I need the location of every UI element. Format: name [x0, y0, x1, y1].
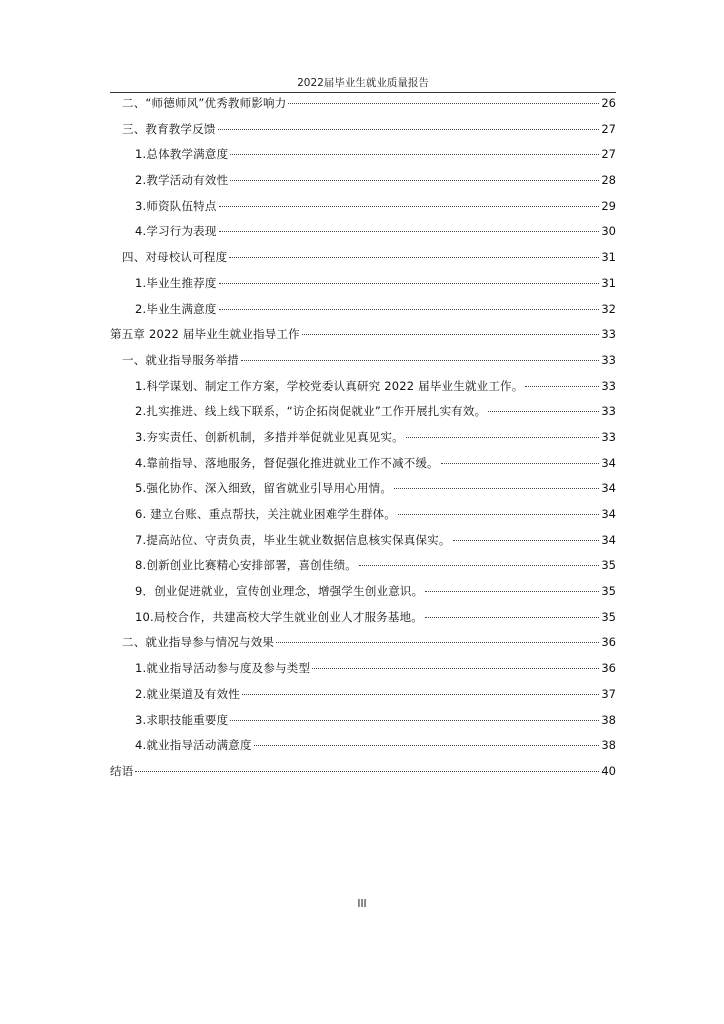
toc-entry-title: 2.教学活动有效性 — [135, 173, 229, 188]
toc-entry[interactable] — [110, 605, 616, 631]
toc-entry-title: 四、对母校认可程度 — [122, 250, 228, 265]
toc-entry[interactable] — [110, 297, 616, 323]
toc-entry-page: 34 — [601, 481, 616, 496]
toc-entry-page: 35 — [601, 584, 616, 599]
toc-entry-title: 2.扎实推进、线上线下联系，“访企拓岗促就业”工作开展扎实有效。 — [135, 404, 487, 419]
toc-dot-leader — [398, 514, 599, 515]
toc-dot-leader — [406, 437, 600, 438]
toc-entry-page: 36 — [601, 661, 616, 676]
toc-entry-page: 30 — [601, 224, 616, 239]
toc-entry-page: 26 — [601, 96, 616, 110]
toc-entry-page: 32 — [601, 301, 616, 316]
toc-entry-page: 27 — [601, 121, 616, 136]
toc-entry-page: 33 — [601, 429, 616, 444]
toc-entry-title: 1.就业指导活动参与度及参与类型 — [135, 661, 311, 676]
toc-entry[interactable] — [110, 476, 616, 502]
toc-dot-leader — [302, 334, 599, 335]
toc-entry-title: 4.学习行为表现 — [135, 224, 217, 239]
toc-entry[interactable] — [110, 322, 616, 348]
toc-dot-leader — [229, 257, 599, 258]
toc-entry-page: 31 — [601, 250, 616, 265]
toc-dot-leader — [425, 617, 599, 618]
toc-entry[interactable] — [110, 451, 616, 477]
page-header: 2022届毕业生就业质量报告 — [297, 77, 429, 89]
toc-entry-page: 40 — [601, 763, 616, 778]
toc-dot-leader — [230, 720, 599, 721]
toc-entry-page: 29 — [601, 198, 616, 213]
toc-entry[interactable] — [110, 194, 616, 220]
toc-dot-leader — [312, 668, 599, 669]
toc-entry[interactable] — [110, 733, 616, 759]
toc-entry[interactable] — [110, 682, 616, 708]
toc-entry-title: 6. 建立台账、重点帮扶，关注就业困难学生群体。 — [135, 507, 396, 521]
toc-entry-title: 3.夯实责任、创新机制，多措并举促就业见真见实。 — [135, 429, 404, 444]
toc-dot-leader — [453, 540, 600, 541]
toc-entry[interactable] — [110, 579, 616, 605]
toc-entry-page: 35 — [601, 609, 616, 624]
toc-entry[interactable] — [110, 245, 616, 271]
toc-entry[interactable] — [110, 271, 616, 297]
toc-entry[interactable] — [110, 91, 616, 117]
toc-dot-leader — [525, 386, 599, 387]
toc-entry-title: 5.强化协作、深入细致，留省就业引导用心用情。 — [135, 481, 393, 496]
toc-dot-leader — [241, 360, 599, 361]
toc-dot-leader — [242, 694, 599, 695]
toc-entry[interactable] — [110, 553, 616, 579]
toc-entry-title: 1.毕业生推荐度 — [135, 275, 217, 290]
toc-entry-title: 1.总体教学满意度 — [135, 147, 229, 162]
toc-dot-leader — [219, 283, 600, 284]
toc-entry-page: 33 — [601, 378, 616, 393]
toc-entry-title: 10.局校合作，共建高校大学生就业创业人才服务基地。 — [135, 609, 423, 624]
toc-entry-title: 4.就业指导活动满意度 — [135, 738, 252, 753]
toc-dot-leader — [394, 488, 599, 489]
toc-entry-title: 8.创新创业比赛精心安排部署，喜创佳绩。 — [135, 558, 357, 573]
toc-dot-leader — [219, 309, 600, 310]
toc-entry[interactable] — [110, 117, 616, 143]
toc-entry[interactable] — [110, 348, 616, 374]
toc-dot-leader — [441, 463, 599, 464]
toc-entry-page: 38 — [601, 738, 616, 753]
toc-entry-page: 34 — [601, 532, 616, 547]
toc-entry-title: 二、就业指导参与情况与效果 — [122, 635, 275, 650]
toc-entry-page: 37 — [601, 686, 616, 701]
toc-entry[interactable] — [110, 759, 616, 785]
toc-entry-title: 三、教育教学反馈 — [122, 121, 216, 136]
table-of-contents — [110, 91, 616, 785]
toc-entry-page: 33 — [601, 352, 616, 367]
toc-entry-title: 7.提高站位、守责负责，毕业生就业数据信息核实保真保实。 — [135, 532, 451, 547]
toc-dot-leader — [488, 411, 599, 412]
toc-dot-leader — [288, 103, 599, 104]
toc-entry-page: 36 — [601, 635, 616, 650]
toc-dot-leader — [230, 154, 599, 155]
toc-dot-leader — [219, 231, 600, 232]
toc-dot-leader — [219, 206, 600, 207]
toc-entry-page: 28 — [601, 173, 616, 188]
toc-entry-page: 27 — [601, 147, 616, 162]
toc-entry[interactable] — [110, 630, 616, 656]
toc-entry[interactable] — [110, 528, 616, 554]
toc-entry-title: 3.师资队伍特点 — [135, 198, 217, 213]
toc-dot-leader — [425, 591, 599, 592]
toc-entry-page: 34 — [601, 507, 616, 521]
toc-entry-title: 4.靠前指导、落地服务，督促强化推进就业工作不减不缓。 — [135, 455, 439, 470]
toc-entry[interactable] — [110, 502, 616, 528]
toc-dot-leader — [218, 129, 600, 130]
toc-dot-leader — [230, 180, 599, 181]
toc-entry-title: 9．创业促进就业，宣传创业理念，增强学生创业意识。 — [135, 584, 424, 599]
toc-entry-page: 34 — [601, 455, 616, 470]
toc-entry-page: 35 — [601, 558, 616, 573]
toc-entry[interactable] — [110, 399, 616, 425]
toc-dot-leader — [135, 771, 599, 772]
toc-entry-title: 结语 — [110, 763, 134, 778]
toc-entry-title: 1.科学谋划、制定工作方案，学校党委认真研究 2022 届毕业生就业工作。 — [135, 378, 524, 393]
page-number: III — [357, 898, 367, 910]
toc-entry-title: 二、“师德师风”优秀教师影响力 — [122, 96, 287, 110]
toc-dot-leader — [254, 745, 600, 746]
toc-entry-page: 38 — [601, 712, 616, 727]
toc-dot-leader — [359, 565, 599, 566]
toc-entry[interactable] — [110, 374, 616, 400]
toc-entry-page: 33 — [601, 327, 616, 342]
toc-entry[interactable] — [110, 168, 616, 194]
toc-entry-page: 31 — [601, 275, 616, 290]
toc-entry[interactable] — [110, 425, 616, 451]
toc-entry[interactable] — [110, 708, 616, 734]
toc-entry-title: 2.就业渠道及有效性 — [135, 686, 240, 701]
toc-entry[interactable] — [110, 142, 616, 168]
toc-entry-title: 一、就业指导服务举措 — [122, 352, 239, 367]
toc-entry-title: 第五章 2022 届毕业生就业指导工作 — [110, 327, 300, 342]
toc-dot-leader — [276, 642, 599, 643]
toc-entry-title: 2.毕业生满意度 — [135, 301, 217, 316]
toc-entry[interactable] — [110, 656, 616, 682]
toc-entry-title: 3.求职技能重要度 — [135, 712, 229, 727]
toc-entry[interactable] — [110, 219, 616, 245]
toc-entry-page: 33 — [601, 404, 616, 419]
